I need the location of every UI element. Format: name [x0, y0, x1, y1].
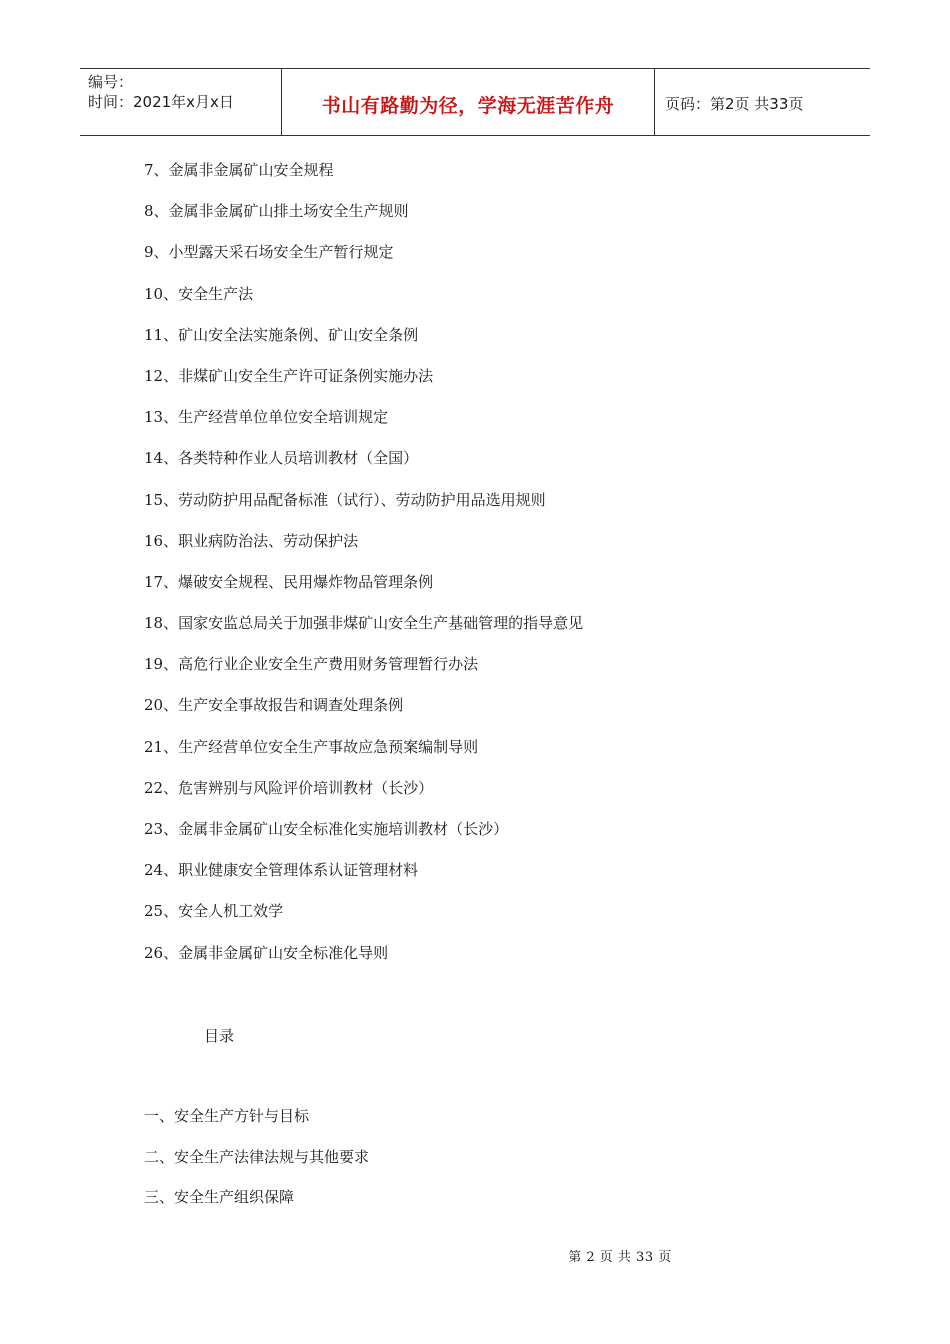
header-slogan: 书山有路勤为径，学海无涯苦作舟: [321, 94, 615, 117]
list-item: 25、安全人机工效学: [144, 902, 284, 921]
list-item: 22、危害辨别与风险评价培训教材（长沙）: [144, 778, 434, 797]
document-header: [80, 68, 870, 136]
list-item: 18、国家安监总局关于加强非煤矿山安全生产基础管理的指导意见: [144, 614, 584, 633]
toc-title: 目录: [204, 1027, 235, 1045]
page-footer: [0, 1246, 950, 1265]
toc-item: 二、安全生产法律法规与其他要求: [144, 1147, 370, 1166]
toc-item: 一、安全生产方针与目标: [144, 1107, 310, 1125]
list-item: 9、小型露天采石场安全生产暂行规定: [144, 243, 394, 262]
list-item: 23、金属非金属矿山安全标准化实施培训教材（长沙）: [144, 820, 509, 838]
list-item: 17、爆破安全规程、民用爆炸物品管理条例: [144, 572, 434, 591]
document-number-label: 编号：: [88, 73, 134, 91]
list-item: 7、金属非金属矿山安全规程: [144, 161, 334, 179]
toc-list: [144, 1096, 369, 1218]
header-slogan-cell: [282, 69, 655, 135]
list-item: 11、矿山安全法实施条例、矿山安全条例: [144, 325, 419, 344]
list-item: 8、金属非金属矿山排土场安全生产规则: [144, 202, 409, 221]
list-item: 26、金属非金属矿山安全标准化导则: [144, 943, 389, 962]
list-item: 14、各类特种作业人员培训教材（全国）: [144, 449, 419, 468]
header-page-cell: [655, 69, 870, 135]
footer-page-number: 第 2 页 共 33 页: [568, 1250, 672, 1265]
list-item: 19、高危行业企业安全生产费用财务管理暂行办法: [144, 655, 479, 674]
list-item: 10、安全生产法: [144, 284, 254, 303]
header-page-info: 页码：第2页 共33页: [665, 94, 804, 113]
header-meta-cell: [80, 69, 282, 135]
list-item: 16、职业病防治法、劳动保护法: [144, 531, 359, 550]
list-item: 13、生产经营单位单位安全培训规定: [144, 408, 389, 427]
document-date: 时间：2021年x月x日: [88, 93, 234, 111]
toc-item: 三、安全生产组织保障: [144, 1188, 295, 1206]
list-item: 20、生产安全事故报告和调查处理条例: [144, 696, 404, 715]
list-item: 15、劳动防护用品配备标准（试行）、劳动防护用品选用规则: [144, 490, 546, 509]
list-item: 21、生产经营单位安全生产事故应急预案编制导则: [144, 737, 479, 756]
list-item: 12、非煤矿山安全生产许可证条例实施办法: [144, 366, 434, 385]
regulation-list: [144, 150, 583, 974]
list-item: 24、职业健康安全管理体系认证管理材料: [144, 861, 419, 880]
